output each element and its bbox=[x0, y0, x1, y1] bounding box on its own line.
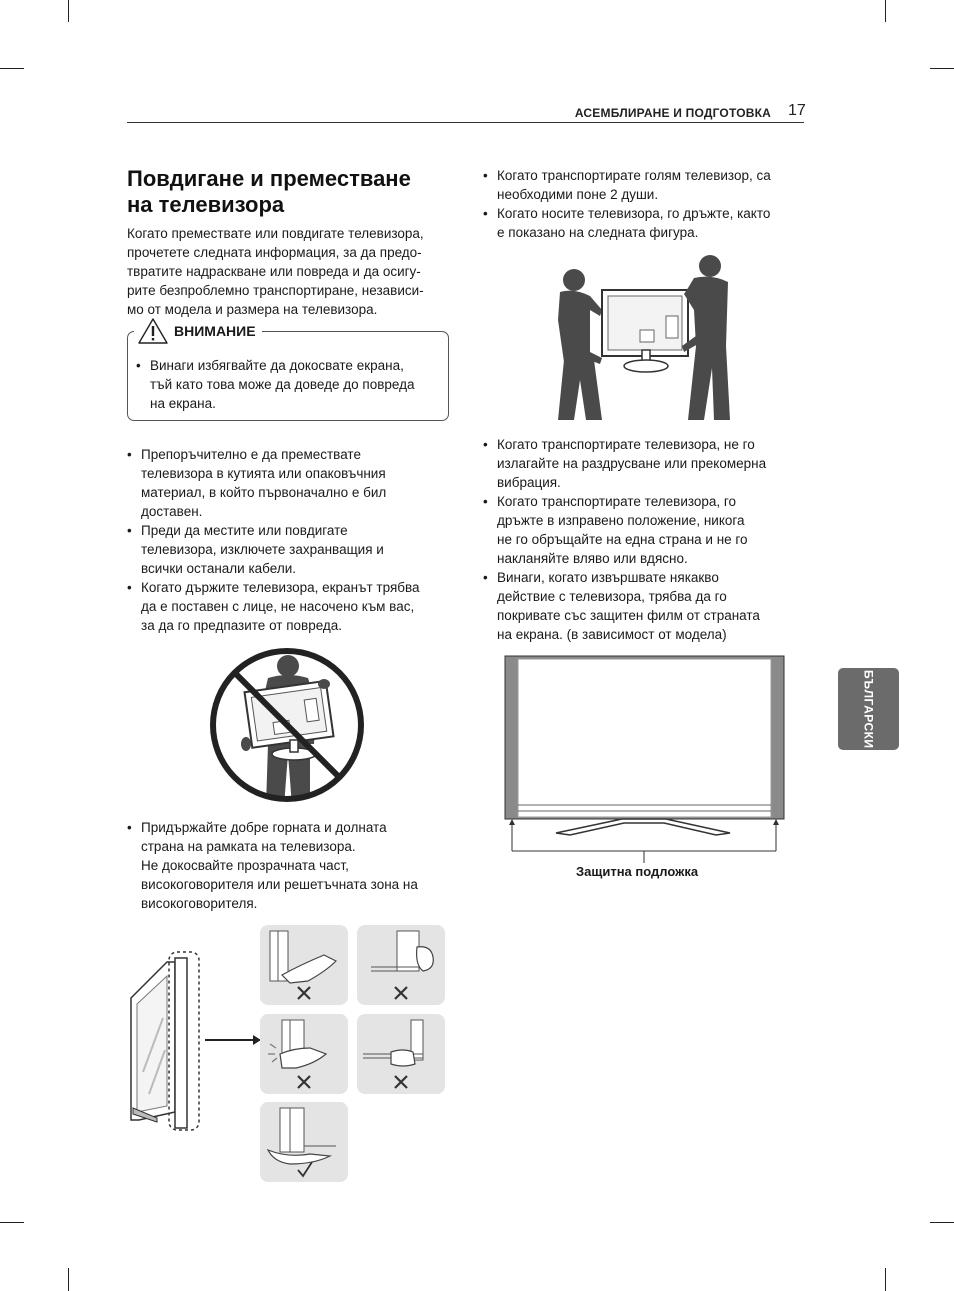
intro-line: прочетете следната информация, за да предо- bbox=[127, 245, 422, 260]
holding-tips-list bbox=[127, 818, 447, 913]
list-line: • Преди да местите или повдигате bbox=[141, 523, 348, 538]
caution-list bbox=[136, 356, 440, 413]
crop-mark bbox=[930, 68, 954, 69]
grip-panel-wrong-4 bbox=[357, 1014, 445, 1094]
list-item bbox=[127, 578, 447, 635]
two-person-carry-illustration bbox=[556, 250, 732, 422]
grip-panel-wrong-3 bbox=[260, 1014, 348, 1094]
list-line: страна на рамката на телевизора. bbox=[141, 839, 356, 854]
list-item bbox=[127, 521, 447, 578]
list-line: • Когато транспортирате телевизора, не го bbox=[497, 437, 755, 452]
list-item bbox=[127, 445, 447, 521]
list-line: • Препоръчително е да премествате bbox=[141, 447, 361, 462]
list-line: да е поставен с лице, не насочено към вас, bbox=[141, 599, 415, 614]
list-line: необходими поне 2 души. bbox=[497, 187, 659, 202]
list-line: • Придържайте добре горната и долната bbox=[141, 820, 387, 835]
list-item bbox=[483, 435, 803, 492]
list-line: на екрана. (в зависимост от модела) bbox=[497, 627, 727, 642]
intro-line: рите безпроблемно транспортиране, независи- bbox=[127, 283, 424, 298]
list-line: излагайте на раздрусване или прекомерна bbox=[497, 456, 767, 471]
list-item bbox=[483, 492, 803, 568]
list-line: покривате със защитен филм от страната bbox=[497, 608, 760, 623]
list-line: за да го предпазите от повреда. bbox=[141, 618, 343, 633]
protective-pad-label: Защитна подложка bbox=[576, 864, 699, 879]
list-line: • Когато носите телевизора, го дръжте, както bbox=[497, 206, 771, 221]
arrow-right-icon bbox=[253, 1035, 261, 1045]
caution-title: ВНИМАНИЕ bbox=[174, 323, 256, 339]
list-line: всички останали кабели. bbox=[141, 561, 296, 576]
list-line: Не докосвайте прозрачната част, bbox=[141, 858, 349, 873]
caution-line: • Винаги избягвайте да докосвате екрана, bbox=[150, 358, 404, 373]
caution-line: тъй като това може да доведе до повреда bbox=[150, 377, 415, 392]
transport-people-list bbox=[483, 166, 803, 242]
crop-mark bbox=[930, 1222, 954, 1223]
tv-side-view bbox=[131, 952, 261, 1130]
intro-line: Когато премествате или повдигате телевизора, bbox=[127, 226, 424, 241]
list-line: • Когато държите телевизора, екранът трябва bbox=[141, 580, 420, 595]
caution-item bbox=[136, 356, 440, 413]
crop-mark bbox=[0, 68, 24, 69]
intro-line: твратите надраскване или повреда и да осигу- bbox=[127, 264, 421, 279]
list-line: действие с телевизора, трябва да го bbox=[497, 589, 727, 604]
caution-line: на екрана. bbox=[150, 396, 216, 411]
language-tab-label-wrap bbox=[838, 668, 899, 750]
crop-mark bbox=[0, 1222, 24, 1223]
grip-panel-correct bbox=[260, 1102, 348, 1182]
grip-panel-wrong-2 bbox=[357, 925, 445, 1005]
list-line: накланяйте вляво или вдясно. bbox=[497, 551, 688, 566]
list-line: телевизора в кутията или опаковъчния bbox=[141, 466, 386, 481]
tv-protective-film-illustration bbox=[504, 655, 786, 865]
section-header: АСЕМБЛИРАНЕ И ПОДГОТОВКА bbox=[574, 106, 771, 120]
grip-illustrations bbox=[127, 922, 449, 1186]
list-line: високоговорителя. bbox=[141, 896, 258, 911]
list-line: • Когато транспортирате телевизора, го bbox=[497, 494, 737, 509]
crop-mark bbox=[68, 1268, 69, 1291]
header-rule bbox=[127, 122, 804, 123]
list-line: • Винаги, когато извършвате някакво bbox=[497, 570, 719, 585]
title-line: Повдигане и преместване bbox=[127, 166, 411, 191]
transport-tips-list bbox=[483, 435, 803, 644]
caution-header bbox=[134, 318, 262, 344]
moving-tips-list bbox=[127, 445, 447, 635]
list-line: доставен. bbox=[141, 504, 203, 519]
list-item bbox=[127, 818, 447, 913]
list-item bbox=[483, 204, 803, 242]
language-tab-label: БЪЛГАРСКИ bbox=[861, 669, 876, 749]
intro-line: мо от модела и размера на телевизора. bbox=[127, 302, 378, 317]
title-line: на телевизора bbox=[127, 192, 285, 217]
list-line: не го обръщайте на една страна и не го bbox=[497, 532, 748, 547]
intro-paragraph bbox=[127, 224, 447, 319]
list-line: вибрация. bbox=[497, 475, 561, 490]
list-line: телевизора, изключете захранващия и bbox=[141, 542, 384, 557]
list-line: високоговорителя или решетъчната зона на bbox=[141, 877, 418, 892]
list-line: • Когато транспортирате голям телевизор, са bbox=[497, 168, 771, 183]
page-title bbox=[127, 166, 457, 218]
list-item bbox=[483, 568, 803, 644]
crop-mark bbox=[885, 0, 886, 22]
person-head-icon bbox=[277, 655, 299, 677]
page-number: 17 bbox=[788, 102, 806, 119]
crop-mark bbox=[68, 0, 69, 22]
warning-triangle-icon bbox=[138, 318, 168, 344]
list-item bbox=[483, 166, 803, 204]
list-line: дръжте в изправено положение, никога bbox=[497, 513, 745, 528]
list-line: е показано на следната фигура. bbox=[497, 225, 699, 240]
grip-panel-wrong-1 bbox=[260, 925, 348, 1005]
prohibited-carrying-illustration bbox=[206, 644, 368, 806]
list-line: материал, в който първоначално е бил bbox=[141, 485, 387, 500]
crop-mark bbox=[885, 1268, 886, 1291]
